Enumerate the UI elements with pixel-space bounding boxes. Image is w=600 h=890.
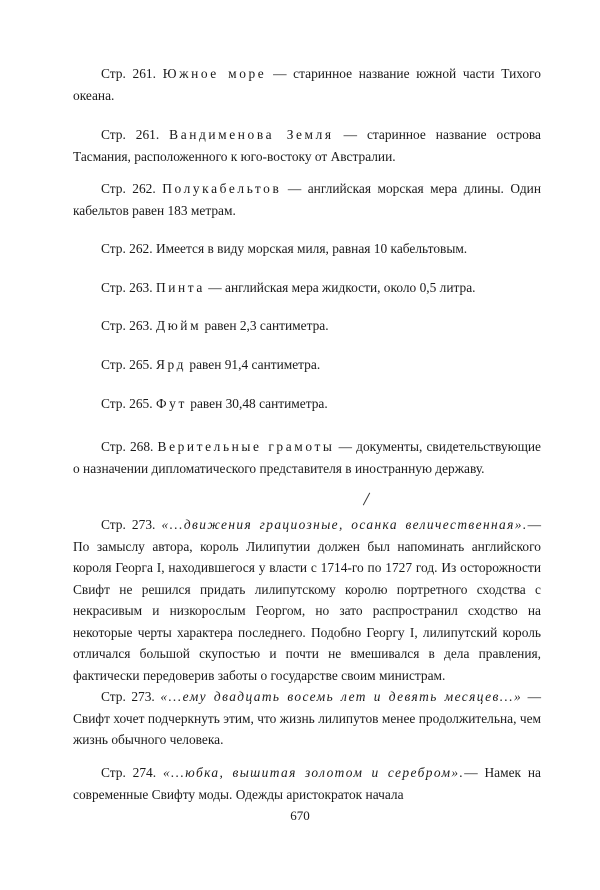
note-text: равен 91,4 сантиметра.: [186, 357, 321, 372]
note-ref: Стр. 261.: [101, 66, 156, 81]
note-3: [73, 178, 541, 221]
note-term: Ярд: [155, 357, 187, 372]
note-text: — Свифт хочет подчеркнуть этим, что жизнь лилипутов менее продолжительна, чем жизнь обычного человека.: [73, 689, 541, 747]
note-ref: Стр. 265.: [101, 396, 153, 411]
note-text: Имеется в виду морская миля, равная 10 кабельтовым.: [155, 241, 468, 256]
note-10: [73, 514, 541, 686]
note-ref: Стр. 265.: [101, 357, 153, 372]
note-term: «...движения грациозные, осанка величественная».: [161, 517, 528, 532]
note-text: — английская мера жидкости, около 0,5 литра.: [204, 280, 476, 295]
note-term: «...ему двадцать восемь лет и девять месяцев...»: [160, 689, 523, 704]
note-7: [73, 354, 541, 376]
note-term: Пинта: [155, 280, 205, 295]
note-4: [73, 238, 541, 260]
note-ref: Стр. 274.: [101, 765, 157, 780]
note-text: равен 2,3 сантиметра.: [201, 318, 329, 333]
note-2: [73, 124, 541, 167]
note-12: [73, 762, 541, 805]
note-text: равен 30,48 сантиметра.: [186, 396, 328, 411]
note-ref: Стр. 268.: [101, 439, 154, 454]
note-text: — английская морская мера длины. Один кабельтов равен 183 метрам.: [73, 181, 541, 218]
note-ref: Стр. 262.: [101, 241, 153, 256]
note-ref: Стр. 263.: [101, 318, 153, 333]
note-ref: Стр. 273.: [101, 517, 156, 532]
note-text: — старинное название острова Тасмания, расположенного к юго-востоку от Австралии.: [73, 127, 541, 164]
note-1: [73, 63, 541, 106]
note-11: [73, 686, 541, 751]
note-text: — документы, свидетельствующие о назначении дипломатического представителя в иностранную державу.: [73, 439, 541, 476]
pencil-mark: [363, 493, 370, 506]
note-8: [73, 393, 541, 415]
note-ref: Стр. 261.: [101, 127, 160, 142]
note-ref: Стр. 273.: [101, 689, 155, 704]
note-9: [73, 436, 541, 479]
note-text: — Намек на современные Свифту моды. Одежды аристократок начала: [73, 765, 541, 802]
page-number: 670: [290, 808, 310, 823]
note-term: Вандименова Земля: [169, 127, 334, 142]
note-text: — старинное название южной части Тихого океана.: [73, 66, 541, 103]
note-term: Южное море: [162, 66, 267, 81]
note-term: Фут: [155, 396, 187, 411]
note-term: Дюйм: [155, 318, 202, 333]
note-term: Полукабельтов: [162, 181, 282, 196]
note-term: «...юбка, вышитая золотом и серебром».: [162, 765, 465, 780]
note-ref: Стр. 263.: [101, 280, 153, 295]
note-ref: Стр. 262.: [101, 181, 156, 196]
note-term: Верительные грамоты: [157, 439, 335, 454]
note-6: [73, 315, 541, 337]
note-text: — По замыслу автора, король Лилипутии должен был напоминать английского короля Георга I, находившегося у власти с 1714-го по 1727 год. Из осторожности Свифт не решился придать лилипутскому королю портретного сходства с некрасивым и низкорослым Георгом, но зато распространил сходство на некоторые черты характера последнего. Подобно Георгу I, лилипутский король отличался большой скупостью и почти не вмешивался в дела правления, фактически передоверив заботы о государстве своим министрам.: [73, 517, 541, 683]
note-5: [73, 277, 541, 299]
